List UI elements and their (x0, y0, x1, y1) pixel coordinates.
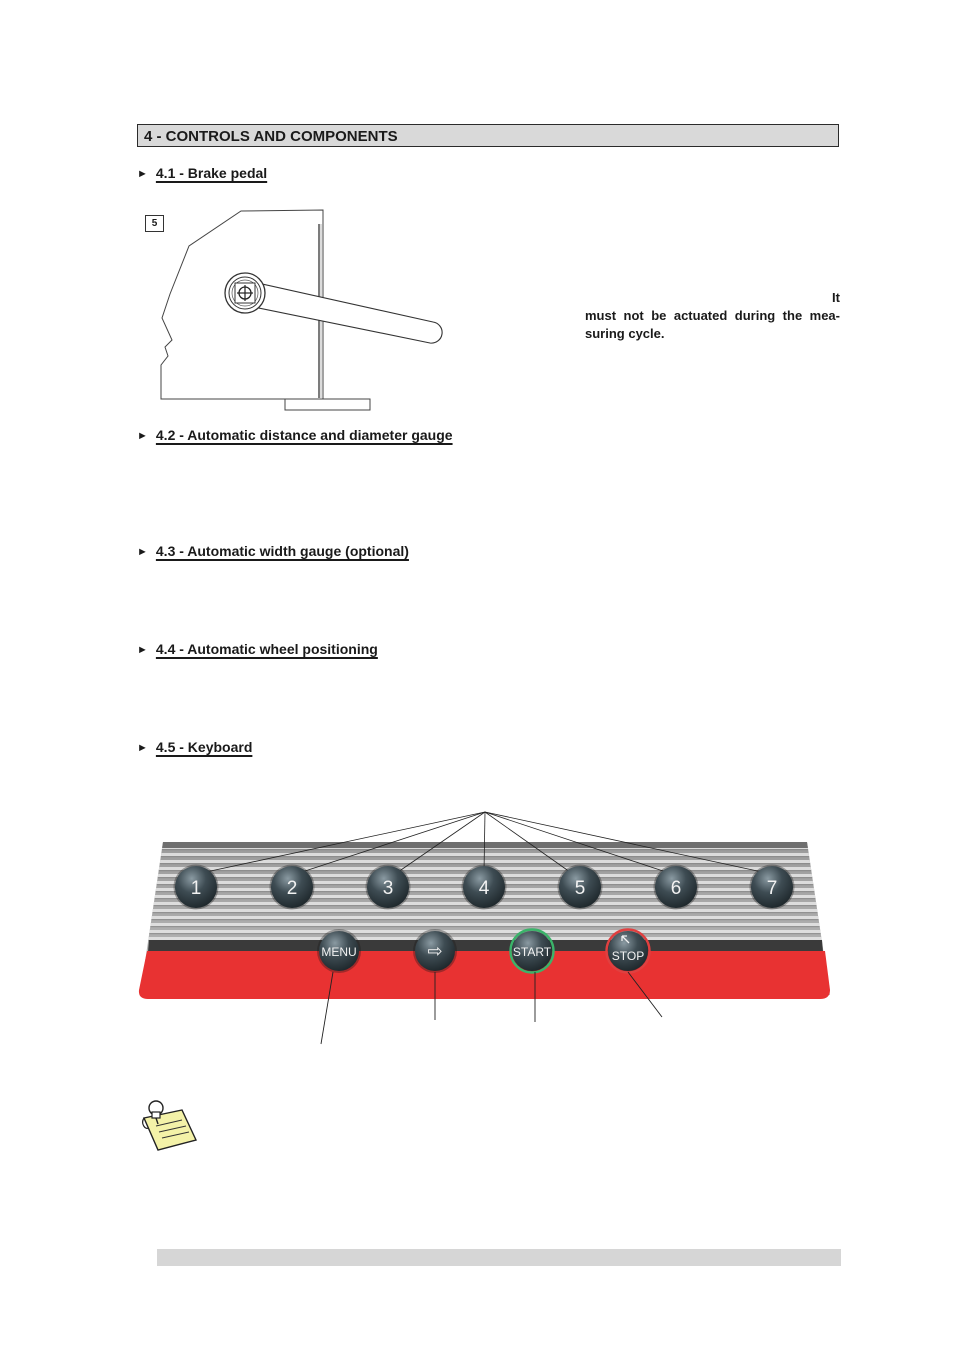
stop-key-label: STOP (611, 949, 645, 963)
subheading-title: 4.5 - Keyboard (155, 739, 253, 755)
number-key-label: 4 (478, 878, 490, 899)
panel-red-strip (139, 951, 830, 999)
number-key-4[interactable] (462, 865, 507, 910)
brake-note-line: suring cycle. (585, 326, 665, 341)
number-key-label: 1 (190, 878, 202, 899)
subheading-title: 4.2 - Automatic distance and diameter gauge (155, 427, 453, 443)
number-key-6[interactable] (654, 865, 699, 910)
menu-key[interactable] (317, 929, 361, 973)
bullet-arrow-icon: ► (137, 168, 148, 180)
number-key-label: 7 (766, 878, 778, 899)
number-key-1[interactable] (174, 865, 219, 910)
start-key[interactable] (510, 929, 554, 973)
enter-key-label: ⇨ (427, 941, 443, 961)
start-key-label: START (512, 945, 552, 959)
number-key-label: 2 (286, 878, 298, 899)
bullet-arrow-icon: ► (137, 546, 148, 558)
number-key-2[interactable] (270, 865, 315, 910)
subheading-title: 4.1 - Brake pedal (155, 165, 268, 181)
subheading-title: 4.3 - Automatic width gauge (optional) (155, 543, 409, 559)
bullet-arrow-icon: ► (137, 742, 148, 754)
stop-key[interactable] (606, 929, 650, 973)
figure-number: 5 (145, 215, 164, 232)
brake-note-line: It (832, 290, 840, 305)
footer-bar (157, 1249, 841, 1266)
bullet-arrow-icon: ► (137, 430, 148, 442)
enter-key[interactable] (413, 929, 457, 973)
number-key-5[interactable] (558, 865, 603, 910)
bullet-arrow-icon: ► (137, 644, 148, 656)
number-key-3[interactable] (366, 865, 411, 910)
number-key-7[interactable] (750, 865, 795, 910)
number-key-label: 6 (670, 878, 682, 899)
number-key-label: 5 (574, 878, 586, 899)
brake-note-line: must not be actuated during the mea- (585, 308, 840, 323)
section-title: 4 - CONTROLS AND COMPONENTS (144, 128, 398, 145)
subheading-title: 4.4 - Automatic wheel positioning (155, 641, 378, 657)
panel-divider (148, 940, 823, 952)
memo-pin-icon (138, 1096, 200, 1152)
number-key-label: 3 (382, 878, 394, 899)
menu-key-label: MENU (321, 945, 357, 959)
